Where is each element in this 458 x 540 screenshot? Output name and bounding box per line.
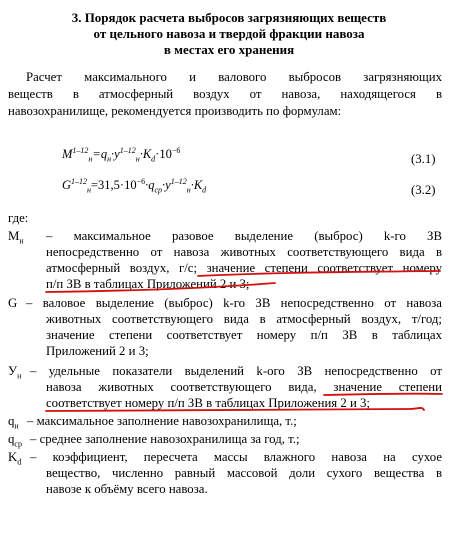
intro-line-3: навозохранилище, рекомендуется производить по формулам:: [8, 104, 342, 118]
section-heading-line-2: от цельного навоза и твердой фракции навоза: [93, 26, 365, 41]
def-q-line-1: – максимальное заполнение навозохранилища, т.;: [27, 414, 297, 428]
def-kd-line-1: – коэффициент, пересчета массы влажного навоза на сухое: [30, 450, 442, 464]
symbol-g: G: [8, 296, 18, 310]
section-heading-line-1: 3. Порядок расчета выбросов загрязняющих веществ: [71, 10, 387, 25]
symbol-y-n: $У_н$: [8, 364, 22, 381]
def-g-line-1: – валовое выделение (выброс) k-го ЗВ непосредственно от навоза: [26, 296, 442, 310]
def-y-line-2: навоза животных соответствующего вида, значение степени: [46, 380, 442, 394]
formula-3-1-number: (3.1): [411, 152, 436, 166]
symbol-q-cp: $q_{ср}$: [8, 432, 22, 449]
def-y-line-3: соответствует номеру п/п ЗВ в таблицах Приложения 2 и 3;: [46, 396, 370, 410]
def-m-line-2: непосредственно от навоза животных соответствующего вида в: [46, 245, 442, 259]
intro-line-1: Расчет максимального и валового выбросов загрязняющих: [26, 70, 442, 84]
def-qcp-line-1: – среднее заполнение навозохранилища за год, т.;: [30, 432, 300, 446]
def-g-line-3: значение степени соответствует номеру п/п ЗВ в таблицах: [46, 328, 442, 342]
symbol-m-n: $M_н$: [8, 229, 24, 246]
section-heading-line-3: в местах его хранения: [163, 42, 295, 57]
formula-3-1: $M^{1-12}_н=q_н\cdot y^{1-12}_н\cdot K_d\cdot 10^{-6}$: [62, 145, 181, 164]
def-kd-line-2: вещество, численно равный массовой доли сухого вещества в: [46, 466, 442, 480]
def-y-line-1: – удельные показатели выделений k-ого ЗВ непосредственно от: [30, 364, 442, 378]
def-m-line-3: атмосферный воздух, г/с; значение степени соответствует номеру: [46, 261, 442, 275]
def-g-line-2: животных соответствующего вида в атмосферный воздух, т/год;: [46, 312, 442, 326]
def-g-line-4: Приложений 2 и 3;: [46, 344, 149, 358]
def-m-line-4: п/п ЗВ в таблицах Приложений 2 и 3;: [46, 277, 250, 291]
where-label: где:: [8, 211, 29, 225]
symbol-k-d: $K_d$: [8, 450, 22, 467]
symbol-q-n: $q_н$: [8, 414, 19, 431]
def-m-line-1: – максимальное разовое выделение (выброс) k-го ЗВ: [46, 229, 442, 243]
formula-3-2-number: (3.2): [411, 183, 436, 197]
intro-line-2: веществ в атмосферный воздух от навоза, находящегося в: [8, 87, 442, 101]
formula-3-2: $G^{1-12}_н=31,5\cdot 10^{-6}\cdot q_{cp}\cdot y^{1-12}_н\cdot K_d$: [62, 176, 207, 195]
def-kd-line-3: навозе к объёму всего навоза.: [46, 482, 208, 496]
